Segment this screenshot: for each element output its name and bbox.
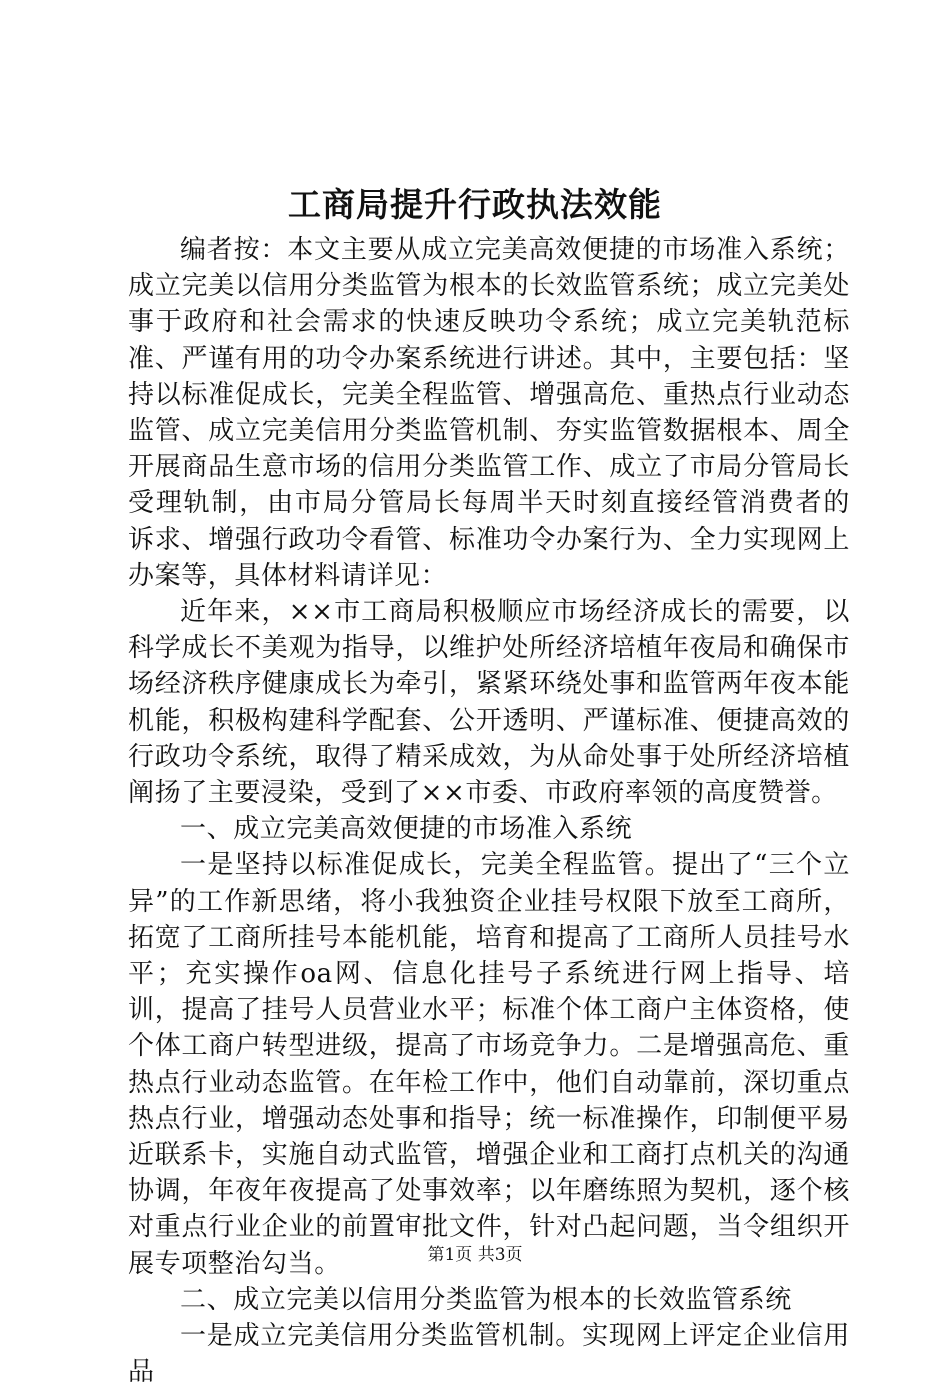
section-1-paragraph: 一是坚持以标准促成长，完美全程监管。提出了“三个立异”的工作新思绪，将小我独资企业挂号权限下放至工商所，拓宽了工商所挂号本能机能，培育和提高了工商所人员挂号水平；充实操作oa网、信息化挂号子系统进行网上指导、培训，提高了挂号人员营业水平；标准个体工商户主体资格，使个体工商户转型进级，提高了市场竞争力。二是增强高危、重热点行业动态监管。在年检工作中，他们自动靠前，深切重点热点行业，增强动态处事和指导；统一标准操作，印制便平易近联系卡，实施自动式监管，增强企业和工商打点机关的沟通协调，年夜年夜提高了处事效率；以年磨练照为契机，逐个核对重点行业企业的前置审批文件，针对凸起问题，当令组织开展专项整治勾当。 [128,850,850,1279]
editor-note-paragraph: 编者按：本文主要从成立完美高效便捷的市场准入系统；成立完美以信用分类监管为根本的长效监管系统；成立完美处事于政府和社会需求的快速反映功令系统；成立完美轨范标准、严谨有用的功令办案系统进行讲述。其中，主要包括：坚持以标准促成长，完美全程监管、增强高危、重热点行业动态监管、成立完美信用分类监管机制、夯实监管数据根本、周全开展商品生意市场的信用分类监管工作、成立了市局分管局长受理轨制，由市局分管局长每周半天时刻直接经管消费者的 诉求、增强行政功令看管、标准功令办案行为、全力实现网上办案等，具体材料请详见： [128,235,877,591]
section-heading-2: 二、成立完美以信用分类监管为根本的长效监管系统 [180,1284,792,1315]
document-body [128,232,877,1391]
section-heading-1: 一、成立完美高效便捷的市场准入系统 [180,814,633,845]
document-title: 工商局提升行政执法效能 [288,185,662,224]
section-2-paragraph: 一是成立完美信用分类监管机制。实现网上评定企业信用品 [128,1321,850,1388]
intro-paragraph: 近年来，××市工商局积极顺应市场经济成长的需要，以科学成长不美观为指导，以维护处所经济培植年夜局和确保市场经济秩序健康成长为牵引，紧紧环绕处事和监管两年夜本能机能，积极构建科学配套、公开透明、严谨标准、便捷高效的行政功令系统，取得了精采成效，为从命处事于处所经济培植阐扬了主要浸染，受到了××市委、市政府率领的高度赞誉。 [128,597,850,809]
page-indicator: 第1页 共3页 [427,1245,523,1265]
